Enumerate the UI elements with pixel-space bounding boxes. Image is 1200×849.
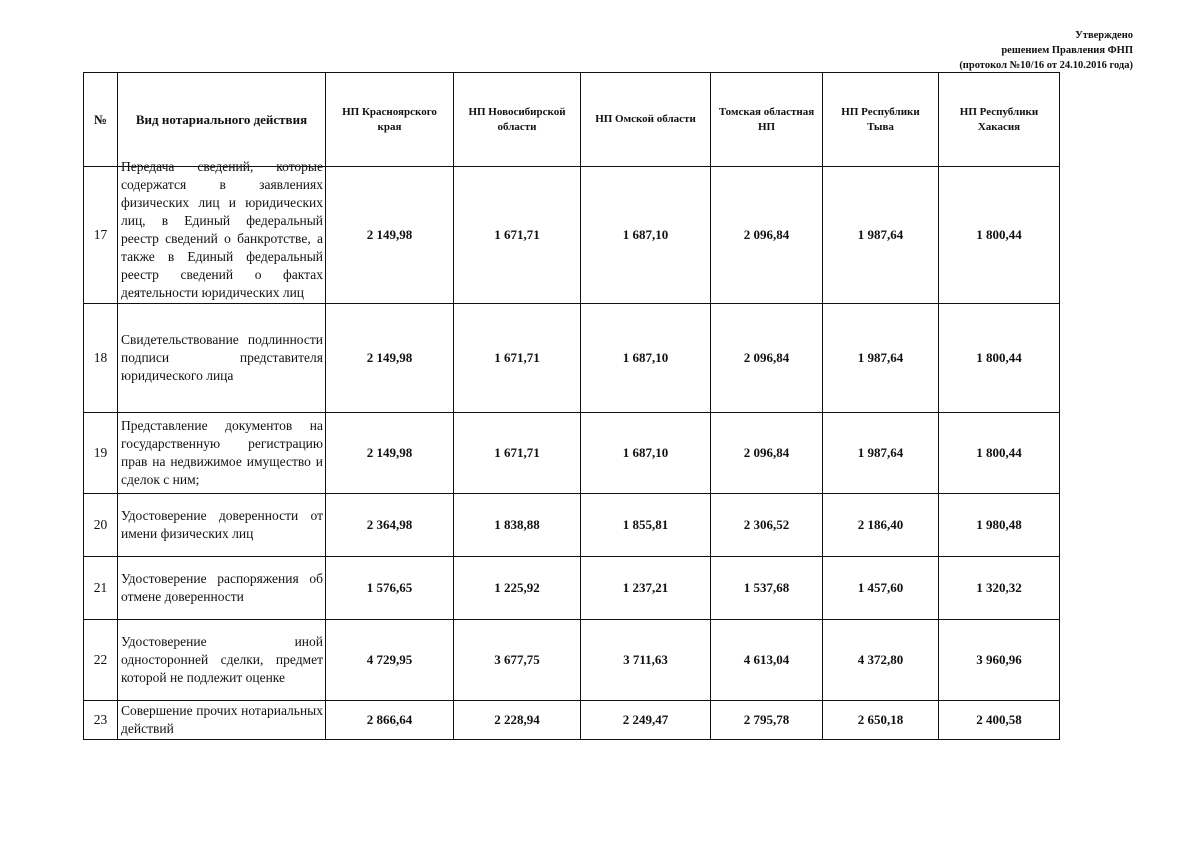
value-krasnoyarsk: 1 576,65 bbox=[326, 557, 454, 620]
value-tyva: 4 372,80 bbox=[823, 620, 939, 701]
row-action-text: Передача сведений, которые содержатся в заявлениях физических лиц и юридических лиц, в Единый федеральный реестр сведений о банкротстве, а также в Единый федеральный реестр сведений о фактах деятельности юридических лиц bbox=[121, 159, 323, 300]
row-number: 17 bbox=[84, 167, 118, 304]
header-number: № bbox=[84, 73, 118, 167]
value-krasnoyarsk: 2 149,98 bbox=[326, 304, 454, 413]
value-novosibirsk: 1 838,88 bbox=[454, 494, 581, 557]
value-novosibirsk: 2 228,94 bbox=[454, 701, 581, 740]
row-number: 20 bbox=[84, 494, 118, 557]
value-novosibirsk: 1 225,92 bbox=[454, 557, 581, 620]
value-omsk: 1 237,21 bbox=[581, 557, 711, 620]
value-omsk: 1 687,10 bbox=[581, 304, 711, 413]
value-novosibirsk: 3 677,75 bbox=[454, 620, 581, 701]
tariff-table bbox=[83, 72, 1060, 740]
value-tomsk: 1 537,68 bbox=[711, 557, 823, 620]
value-tomsk: 2 795,78 bbox=[711, 701, 823, 740]
row-number: 19 bbox=[84, 413, 118, 494]
value-tyva: 2 186,40 bbox=[823, 494, 939, 557]
row-action: Совершение прочих нотариальных действий bbox=[118, 701, 326, 740]
value-tyva: 1 987,64 bbox=[823, 413, 939, 494]
row-number: 22 bbox=[84, 620, 118, 701]
header-action: Вид нотариального действия bbox=[118, 73, 326, 167]
approval-stamp bbox=[959, 28, 1133, 73]
value-tomsk: 2 096,84 bbox=[711, 167, 823, 304]
row-number: 21 bbox=[84, 557, 118, 620]
value-krasnoyarsk: 2 866,64 bbox=[326, 701, 454, 740]
value-novosibirsk: 1 671,71 bbox=[454, 413, 581, 494]
row-number: 23 bbox=[84, 701, 118, 740]
value-krasnoyarsk: 2 149,98 bbox=[326, 413, 454, 494]
header-region-omsk: НП Омской области bbox=[581, 73, 711, 167]
value-tomsk: 4 613,04 bbox=[711, 620, 823, 701]
row-number: 18 bbox=[84, 304, 118, 413]
value-tyva: 1 457,60 bbox=[823, 557, 939, 620]
value-khakasia: 1 320,32 bbox=[939, 557, 1060, 620]
value-omsk: 2 249,47 bbox=[581, 701, 711, 740]
header-region-krasnoyarsk: НП Красноярского края bbox=[326, 73, 454, 167]
row-action: Удостоверение доверенности от имени физических лиц bbox=[118, 494, 326, 557]
value-krasnoyarsk: 4 729,95 bbox=[326, 620, 454, 701]
table-row bbox=[84, 701, 1060, 740]
value-omsk: 3 711,63 bbox=[581, 620, 711, 701]
table-row bbox=[84, 167, 1060, 304]
table-row bbox=[84, 557, 1060, 620]
value-khakasia: 1 980,48 bbox=[939, 494, 1060, 557]
value-omsk: 1 687,10 bbox=[581, 413, 711, 494]
value-khakasia: 2 400,58 bbox=[939, 701, 1060, 740]
value-tomsk: 2 306,52 bbox=[711, 494, 823, 557]
header-region-novosibirsk: НП Новосибирской области bbox=[454, 73, 581, 167]
value-khakasia: 1 800,44 bbox=[939, 304, 1060, 413]
row-action: Представление документов на государственную регистрацию прав на недвижимое имущество и сделок с ним; bbox=[118, 413, 326, 494]
value-krasnoyarsk: 2 364,98 bbox=[326, 494, 454, 557]
value-tyva: 1 987,64 bbox=[823, 304, 939, 413]
header-region-khakasia: НП Республики Хакасия bbox=[939, 73, 1060, 167]
value-novosibirsk: 1 671,71 bbox=[454, 304, 581, 413]
table-row bbox=[84, 620, 1060, 701]
header-row bbox=[84, 73, 1060, 167]
value-khakasia: 1 800,44 bbox=[939, 167, 1060, 304]
header-region-tomsk: Томская областная НП bbox=[711, 73, 823, 167]
value-omsk: 1 855,81 bbox=[581, 494, 711, 557]
value-tomsk: 2 096,84 bbox=[711, 413, 823, 494]
approval-line-1: Утверждено bbox=[1075, 30, 1133, 41]
value-omsk: 1 687,10 bbox=[581, 167, 711, 304]
value-krasnoyarsk: 2 149,98 bbox=[326, 167, 454, 304]
row-action: Удостоверение иной односторонней сделки, предмет которой не подлежит оценке bbox=[118, 620, 326, 701]
row-action bbox=[118, 159, 326, 304]
table-row bbox=[84, 304, 1060, 413]
value-tyva: 1 987,64 bbox=[823, 167, 939, 304]
value-novosibirsk: 1 671,71 bbox=[454, 167, 581, 304]
row-action: Удостоверение распоряжения об отмене доверенности bbox=[118, 557, 326, 620]
table-row bbox=[84, 413, 1060, 494]
value-khakasia: 3 960,96 bbox=[939, 620, 1060, 701]
value-khakasia: 1 800,44 bbox=[939, 413, 1060, 494]
approval-line-2: решением Правления ФНП bbox=[1001, 45, 1133, 56]
header-region-tyva: НП Республики Тыва bbox=[823, 73, 939, 167]
approval-line-3: (протокол №10/16 от 24.10.2016 года) bbox=[959, 60, 1133, 71]
value-tyva: 2 650,18 bbox=[823, 701, 939, 740]
value-tomsk: 2 096,84 bbox=[711, 304, 823, 413]
table-row bbox=[84, 494, 1060, 557]
row-action: Свидетельствование подлинности подписи представителя юридического лица bbox=[118, 304, 326, 413]
